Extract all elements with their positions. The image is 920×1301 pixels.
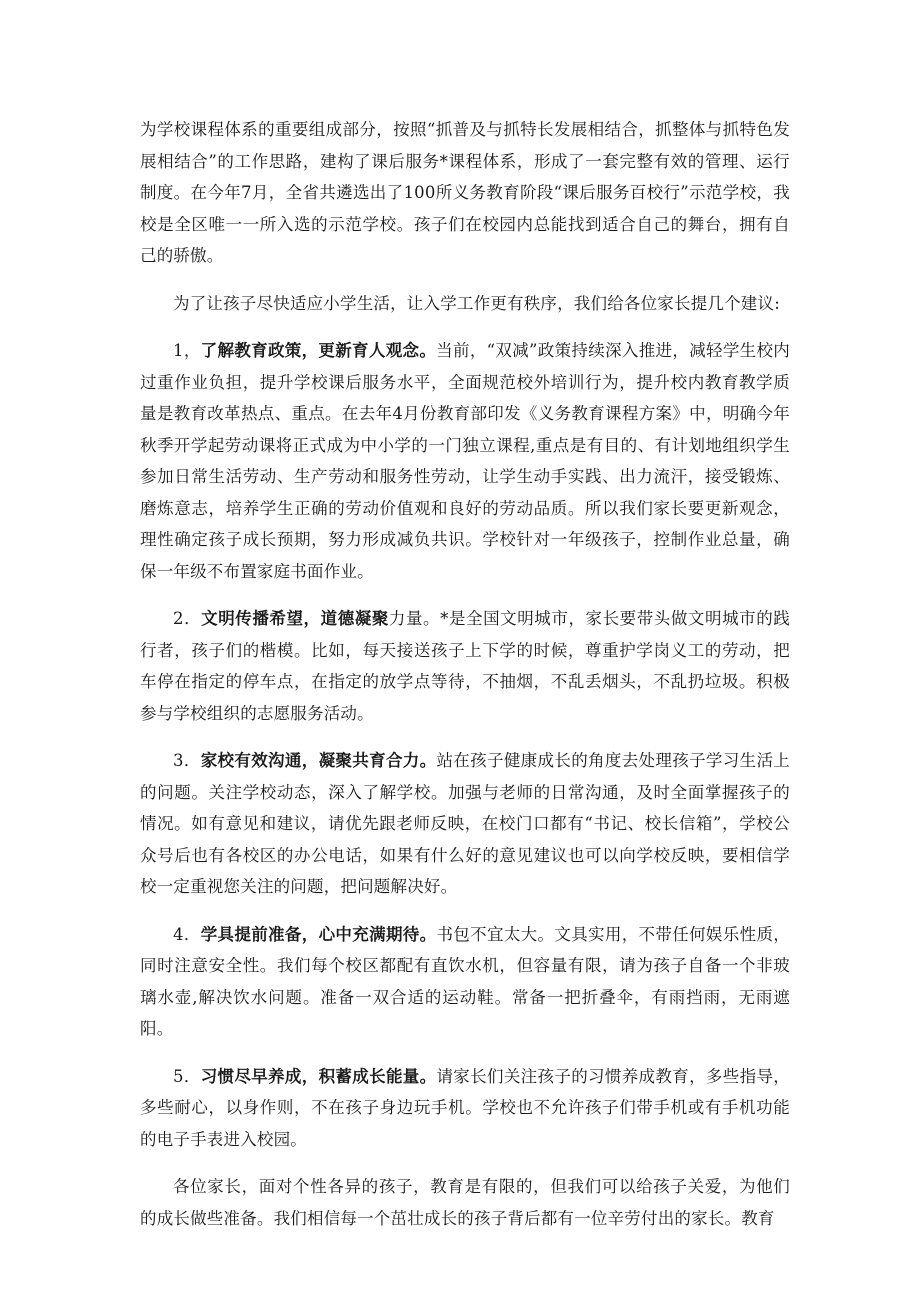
item-body: 力量。*是全国文明城市，家长要带头做文明城市的践行者，孩子们的楷模。比如，每天接送孩子上下学的时候，尊重护学岗义工的劳动，把车停在指定的停车点，在指定的放学点等待，不抽烟，不乱丢烟头，不乱扔垃圾。积极参与学校组织的志愿服务活动。 <box>140 609 790 723</box>
item-body: 请家长们关注孩子的习惯养成教育，多些指导，多些耐心，以身作则，不在孩子身边玩手机。学校也不允许孩子们带手机或有手机功能的电子手表进入校园。 <box>140 1066 790 1149</box>
item-body: 当前，“双减”政策持续深入推进，减轻学生校内过重作业负担，提升学校课后服务水平，全面规范校外培训行为，提升校内教育教学质量是教育改革热点、重点。在去年4月份教育部印发《义务教育课程方案》中，明确今年秋季开学起劳动课将正式成为中小学的一门独立课程,重点是有目的、有计划地组织学生参加日常生活劳动、生产劳动和服务性劳动，让学生动手实践、出力流汗，接受锻炼、磨炼意志，培养学生正确的劳动价值观和良好的劳动品质。所以我们家长要更新观念，理性确定孩子成长预期，努力形成减负共识。学校针对一年级孩子，控制作业总量，确保一年级不布置家庭书面作业。 <box>140 341 790 581</box>
item-number: 1， <box>173 341 201 360</box>
suggestion-item-3 <box>140 745 790 903</box>
item-number: 4． <box>173 924 201 944</box>
document-page <box>140 114 790 1234</box>
item-number: 2． <box>173 609 202 628</box>
item-heading: 文明传播希望，道德凝聚 <box>201 609 389 628</box>
item-heading: 习惯尽早养成，积蓄成长能量。 <box>200 1066 437 1086</box>
item-number: 3． <box>173 751 201 770</box>
suggestion-item-1 <box>140 335 790 587</box>
suggestion-item-4 <box>140 919 790 1045</box>
item-heading: 了解教育政策，更新育人观念。 <box>200 341 437 360</box>
paragraph-closing: 各位家长，面对个性各异的孩子，教育是有限的，但我们可以给孩子关爱，为他们的成长做些准备。我们相信每一个茁壮成长的孩子背后都有一位辛劳付出的家长。教育 <box>140 1177 790 1228</box>
item-heading: 家校有效沟通，凝聚共育合力。 <box>200 751 437 770</box>
paragraph-intro: 为学校课程体系的重要组成部分，按照“抓普及与抓特长发展相结合，抓整体与抓特色发展相结合”的工作思路，建构了课后服务*课程体系，形成了一套完整有效的管理、运行制度。在今年7月，全省共遴选出了100所义务教育阶段“课后服务百校行”示范学校，我校是全区唯一一所入选的示范学校。孩子们在校园内总能找到适合自己的舞台，拥有自己的骄傲。 <box>140 120 790 265</box>
suggestion-item-5 <box>140 1061 790 1156</box>
item-body: 书包不宜太大。文具实用，不带任何娱乐性质，同时注意安全性。我们每个校区都配有直饮水机，但容量有限，请为孩子自备一个非玻璃水壶,解决饮水问题。准备一双合适的运动鞋。常备一把折叠伞，有雨挡雨，无雨遮阳。 <box>140 924 790 1038</box>
item-number: 5． <box>173 1066 201 1086</box>
item-body: 站在孩子健康成长的角度去处理孩子学习生活上的问题。关注学校动态，深入了解学校。加强与老师的日常沟通，及时全面掌握孩子的情况。如有意见和建议，请优先跟老师反映，在校门口都有“书记、校长信箱”，学校公众号后也有各校区的办公电话，如果有什么好的意见建议也可以向学校反映，要相信学校一定重视您关注的问题，把问题解决好。 <box>140 751 790 896</box>
suggestion-item-2 <box>140 603 790 729</box>
paragraph-suggestions-lead: 为了让孩子尽快适应小学生活，让入学工作更有秩序，我们给各位家长提几个建议: <box>173 293 780 313</box>
item-heading: 学具提前准备，心中充满期待。 <box>200 924 437 944</box>
